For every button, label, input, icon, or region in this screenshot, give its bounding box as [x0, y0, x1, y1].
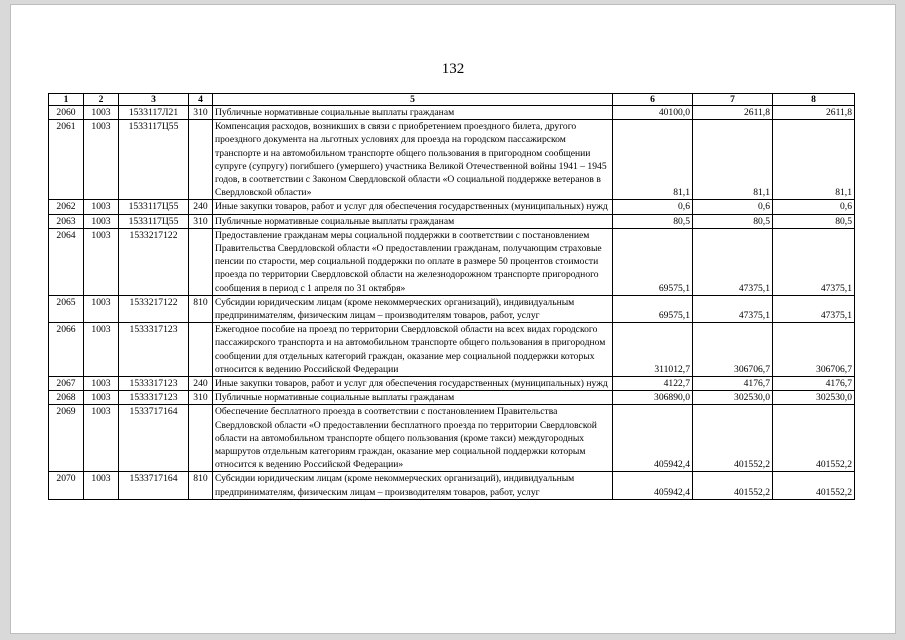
table-row [49, 200, 855, 214]
column-header: 4 [189, 94, 213, 106]
amount-col6-cell: 311012,7 [613, 323, 693, 377]
amount-col6-cell: 405942,4 [613, 405, 693, 472]
amount-col6-cell: 69575,1 [613, 228, 693, 295]
amount-col8-cell: 401552,2 [773, 405, 855, 472]
amount-col6-cell: 69575,1 [613, 295, 693, 322]
expense-type-cell [189, 323, 213, 377]
section-code-cell: 1003 [84, 472, 119, 499]
section-code-cell: 1003 [84, 214, 119, 228]
target-code-cell: 1533217122 [119, 295, 189, 322]
amount-col7-cell: 306706,7 [693, 323, 773, 377]
row-number-cell: 2066 [49, 323, 84, 377]
section-code-cell: 1003 [84, 228, 119, 295]
expense-type-cell: 810 [189, 472, 213, 499]
amount-col6-cell: 306890,0 [613, 391, 693, 405]
table-row [49, 214, 855, 228]
amount-col7-cell: 47375,1 [693, 228, 773, 295]
row-number-cell: 2069 [49, 405, 84, 472]
column-header: 7 [693, 94, 773, 106]
amount-col8-cell: 306706,7 [773, 323, 855, 377]
item-name-cell: Субсидии юридическим лицам (кроме некоммерческих организаций), индивидуальным предпринимателям, физическим лицам – производителям товаров, работ, услуг [213, 472, 613, 499]
column-header: 8 [773, 94, 855, 106]
table-row [49, 120, 855, 200]
row-number-cell: 2064 [49, 228, 84, 295]
row-number-cell: 2061 [49, 120, 84, 200]
amount-col7-cell: 2611,8 [693, 106, 773, 120]
amount-col8-cell: 47375,1 [773, 228, 855, 295]
page-number: 132 [441, 61, 465, 77]
table-row [49, 391, 855, 405]
table-row [49, 106, 855, 120]
amount-col8-cell: 80,5 [773, 214, 855, 228]
column-header: 2 [84, 94, 119, 106]
expense-type-cell: 310 [189, 391, 213, 405]
table-row [49, 472, 855, 499]
item-name-cell: Публичные нормативные социальные выплаты гражданам [213, 391, 613, 405]
table-row [49, 228, 855, 295]
amount-col6-cell: 4122,7 [613, 377, 693, 391]
amount-col7-cell: 81,1 [693, 120, 773, 200]
table-row [49, 405, 855, 472]
row-number-cell: 2068 [49, 391, 84, 405]
item-name-cell: Субсидии юридическим лицам (кроме некоммерческих организаций), индивидуальным предпринимателям, физическим лицам – производителям товаров, работ, услуг [213, 295, 613, 322]
amount-col8-cell: 2611,8 [773, 106, 855, 120]
expense-type-cell: 310 [189, 214, 213, 228]
section-code-cell: 1003 [84, 200, 119, 214]
amount-col7-cell: 47375,1 [693, 295, 773, 322]
amount-col8-cell: 302530,0 [773, 391, 855, 405]
section-code-cell: 1003 [84, 377, 119, 391]
table-header-row [49, 94, 855, 106]
target-code-cell: 1533217122 [119, 228, 189, 295]
section-code-cell: 1003 [84, 391, 119, 405]
row-number-cell: 2060 [49, 106, 84, 120]
item-name-cell: Обеспечение бесплатного проезда в соответствии с постановлением Правительства Свердловской области «О предоставлении бесплатного проезда по территории Свердловской области на автомобильном транспорте общего пользования (кроме такси) междугородных маршрутов отдельным категориям граждан, оказание мер социальной поддержки которым относится к ведению Российской Федерации» [213, 405, 613, 472]
row-number-cell: 2067 [49, 377, 84, 391]
item-name-cell: Иные закупки товаров, работ и услуг для обеспечения государственных (муниципальных) нужд [213, 200, 613, 214]
amount-col7-cell: 4176,7 [693, 377, 773, 391]
row-number-cell: 2062 [49, 200, 84, 214]
column-header: 6 [613, 94, 693, 106]
target-code-cell: 1533117Л21 [119, 106, 189, 120]
section-code-cell: 1003 [84, 405, 119, 472]
item-name-cell: Публичные нормативные социальные выплаты гражданам [213, 106, 613, 120]
amount-col8-cell: 4176,7 [773, 377, 855, 391]
section-code-cell: 1003 [84, 323, 119, 377]
section-code-cell: 1003 [84, 120, 119, 200]
target-code-cell: 1533117Ц55 [119, 200, 189, 214]
table-row [49, 377, 855, 391]
amount-col8-cell: 47375,1 [773, 295, 855, 322]
row-number-cell: 2070 [49, 472, 84, 499]
amount-col7-cell: 302530,0 [693, 391, 773, 405]
amount-col6-cell: 0,6 [613, 200, 693, 214]
column-header: 3 [119, 94, 189, 106]
amount-col7-cell: 0,6 [693, 200, 773, 214]
table-row [49, 323, 855, 377]
amount-col6-cell: 81,1 [613, 120, 693, 200]
amount-col8-cell: 81,1 [773, 120, 855, 200]
item-name-cell: Иные закупки товаров, работ и услуг для обеспечения государственных (муниципальных) нужд [213, 377, 613, 391]
amount-col7-cell: 401552,2 [693, 472, 773, 499]
section-code-cell: 1003 [84, 295, 119, 322]
expense-type-cell [189, 405, 213, 472]
target-code-cell: 1533317123 [119, 377, 189, 391]
amount-col7-cell: 401552,2 [693, 405, 773, 472]
target-code-cell: 1533317123 [119, 391, 189, 405]
expense-type-cell: 810 [189, 295, 213, 322]
section-code-cell: 1003 [84, 106, 119, 120]
target-code-cell: 1533717164 [119, 405, 189, 472]
table-row [49, 295, 855, 322]
target-code-cell: 1533717164 [119, 472, 189, 499]
row-number-cell: 2063 [49, 214, 84, 228]
amount-col7-cell: 80,5 [693, 214, 773, 228]
target-code-cell: 1533117Ц55 [119, 214, 189, 228]
expense-type-cell: 240 [189, 200, 213, 214]
expense-type-cell: 310 [189, 106, 213, 120]
target-code-cell: 1533317123 [119, 323, 189, 377]
row-number-cell: 2065 [49, 295, 84, 322]
amount-col6-cell: 40100,0 [613, 106, 693, 120]
amount-col6-cell: 80,5 [613, 214, 693, 228]
column-header: 1 [49, 94, 84, 106]
amount-col8-cell: 401552,2 [773, 472, 855, 499]
expense-type-cell: 240 [189, 377, 213, 391]
item-name-cell: Компенсация расходов, возникших в связи с приобретением проездного билета, другого проездного документа на льготных условиях для проезда на городском пассажирском транспорте и на автомобильном транспорте общего пользования в пригородном сообщении супруге (супругу) погибшего (умершего) участника Великой Отечественной войны 1941 – 1945 годов, в соответствии с Законом Свердловской области «О социальной поддержке ветеранов в Свердловской области» [213, 120, 613, 200]
expense-type-cell [189, 120, 213, 200]
budget-table [48, 93, 855, 500]
column-header: 5 [213, 94, 613, 106]
amount-col8-cell: 0,6 [773, 200, 855, 214]
amount-col6-cell: 405942,4 [613, 472, 693, 499]
item-name-cell: Публичные нормативные социальные выплаты гражданам [213, 214, 613, 228]
target-code-cell: 1533117Ц55 [119, 120, 189, 200]
expense-type-cell [189, 228, 213, 295]
item-name-cell: Ежегодное пособие на проезд по территории Свердловской области на всех видах городского пассажирского транспорта и на автомобильном транспорте общего пользования в пригородном сообщении для отдельных категорий граждан, оказание мер социальной поддержки которых относится к ведению Российской Федерации [213, 323, 613, 377]
item-name-cell: Предоставление гражданам меры социальной поддержки в соответствии с постановлением Правительства Свердловской области «О предоставлении гражданам, получающим страховые пенсии по старости, мер социальной поддержки по оплате в размере 50 процентов стоимости проезда по территории Свердловской области на железнодорожном транспорте пригородного сообщения в период с 1 апреля по 31 октября» [213, 228, 613, 295]
